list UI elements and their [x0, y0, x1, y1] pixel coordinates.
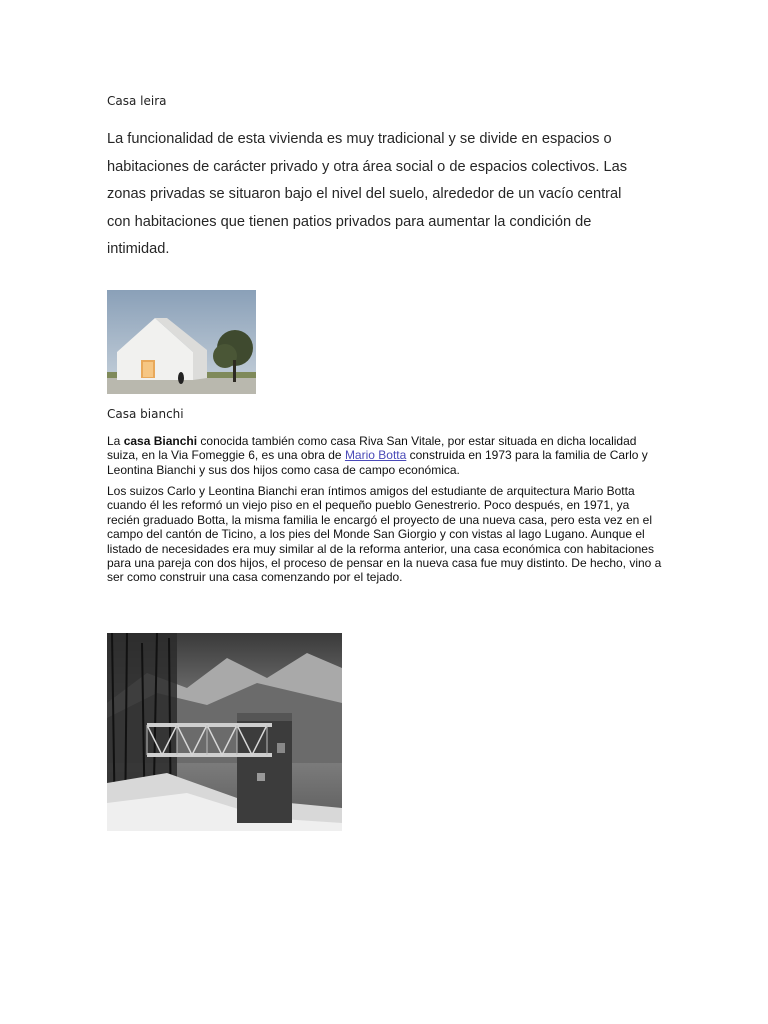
casa-leira-paragraph: La funcionalidad de esta vivienda es muy tradicional y se divide en espacios o habitaciones de carácter privado y otra área social o de espacios colectivos. Las zonas privadas se situaron bajo el nivel del suelo, alrededor de un vacío central con habitaciones que tienen patios privados para aumentar la condición de intimidad. [107, 131, 627, 257]
paragraph-text: conocida también como casa Riva San Vitale, por estar situada en dicha localidad suiza, en la Via Fomeggie 6, es una obra de [107, 434, 637, 463]
casa-bianchi-paragraph-2: Los suizos Carlo y Leontina Bianchi eran íntimos amigos del estudiante de arquitectura Mario Botta cuando él les reformó un viejo piso en el pequeño pueblo Genestrerio. Poco después, en 1971, ya recién graduado Botta, la misma familia le encargó el proyecto de una nueva casa, pero esta vez en el campo del cantón de Ticino, a los pies del Monde San Giorgio y con vistas al lago Lugano. Aunque el listado de necesidades era muy similar al de la reforma anterior, una casa económica con habitaciones para una pareja con dos hijos, el proceso de pensar en la nueva casa fue muy distinto. De hecho, vino a ser como construir una casa comenzando por el tejado. [107, 484, 662, 585]
casa-bianchi-paragraph-1 [107, 434, 662, 477]
section-title-casa-leira: Casa leira [107, 94, 167, 108]
bold-text: casa Bianchi [123, 434, 198, 448]
section-title-casa-bianchi: Casa bianchi [107, 407, 184, 421]
paragraph-text: construida en 1973 para la familia de Carlo y Leontina Bianchi y sus dos hijos como casa de campo económica. [107, 448, 648, 477]
paragraph-text: La [107, 434, 124, 448]
casa-leira-photo [107, 290, 256, 394]
mario-botta-link[interactable]: Mario Botta [344, 448, 407, 463]
casa-bianchi-photo [107, 633, 342, 831]
